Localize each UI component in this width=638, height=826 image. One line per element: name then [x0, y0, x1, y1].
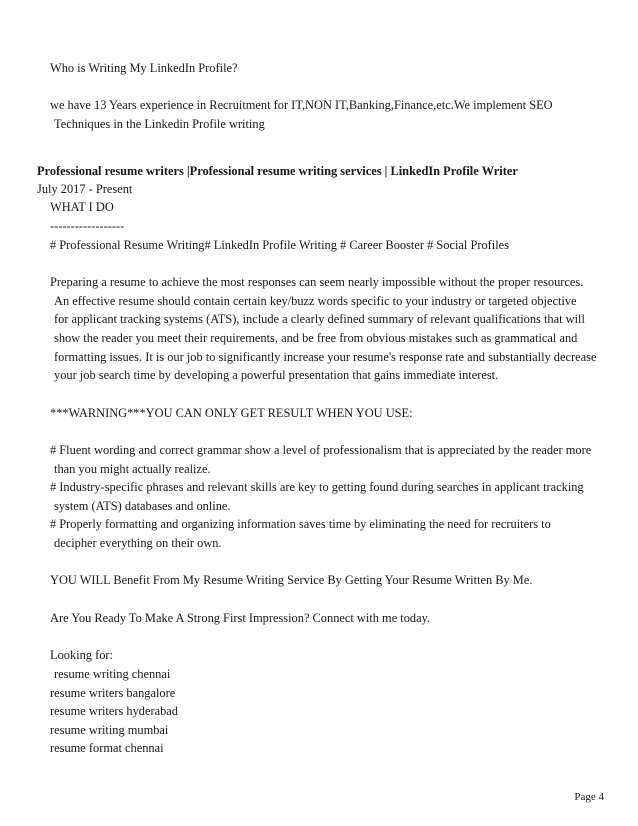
- description-line: show the reader you meet their requirements, and be free from obvious mistakes such as grammatical and: [54, 331, 578, 345]
- keyword-item: resume writing mumbai: [50, 723, 169, 737]
- bullet-line: # Industry-specific phrases and relevant skills are key to getting found during searches in applicant tracking: [50, 480, 584, 494]
- bullet-line: system (ATS) databases and online.: [54, 499, 231, 513]
- cta-line: Are You Ready To Make A Strong First Impression? Connect with me today.: [50, 611, 431, 625]
- warning-line: ***WARNING***YOU CAN ONLY GET RESULT WHEN YOU USE:: [50, 406, 413, 420]
- intro-experience-line-1: we have 13 Years experience in Recruitment for IT,NON IT,Banking,Finance,etc.We implement SEO: [50, 98, 553, 112]
- description-line: An effective resume should contain certain key/buzz words specific to your industry or targeted objective: [54, 294, 577, 308]
- bullet-line: decipher everything on their own.: [54, 536, 222, 550]
- keyword-item: resume writers hyderabad: [50, 704, 178, 718]
- bullet-line: than you might actually realize.: [54, 462, 211, 476]
- keyword-item: resume format chennai: [50, 741, 164, 755]
- intro-experience-line-2: Techniques in the Linkedin Profile writing: [54, 117, 265, 131]
- what-i-do-heading: WHAT I DO: [50, 200, 114, 214]
- services-line: # Professional Resume Writing# LinkedIn Profile Writing # Career Booster # Social Profiles: [50, 238, 509, 252]
- benefit-line: YOU WILL Benefit From My Resume Writing Service By Getting Your Resume Written By Me.: [50, 573, 533, 587]
- description-line: formatting issues. It is our job to significantly increase your resume's response rate and substantially decrease: [54, 350, 597, 364]
- keyword-item: resume writers bangalore: [50, 686, 176, 700]
- description-line: your job search time by developing a powerful presentation that gains immediate interest.: [54, 368, 499, 382]
- description-line: for applicant tracking systems (ATS), include a clearly defined summary of relevant qualifications that will: [54, 312, 585, 326]
- looking-for-label: Looking for:: [50, 648, 113, 662]
- position-dates: July 2017 - Present: [37, 182, 133, 196]
- separator-line: ------------------: [50, 219, 125, 233]
- keyword-item: resume writing chennai: [54, 667, 171, 681]
- intro-question: Who is Writing My LinkedIn Profile?: [50, 61, 238, 75]
- position-title: Professional resume writers |Professional resume writing services | LinkedIn Profile Writer: [37, 164, 518, 178]
- page-number: Page 4: [574, 791, 604, 803]
- bullet-line: # Properly formatting and organizing information saves time by eliminating the need for recruiters to: [50, 517, 551, 531]
- bullet-line: # Fluent wording and correct grammar show a level of professionalism that is appreciated by the reader more: [50, 443, 592, 457]
- description-line: Preparing a resume to achieve the most responses can seem nearly impossible without the proper resources.: [50, 275, 584, 289]
